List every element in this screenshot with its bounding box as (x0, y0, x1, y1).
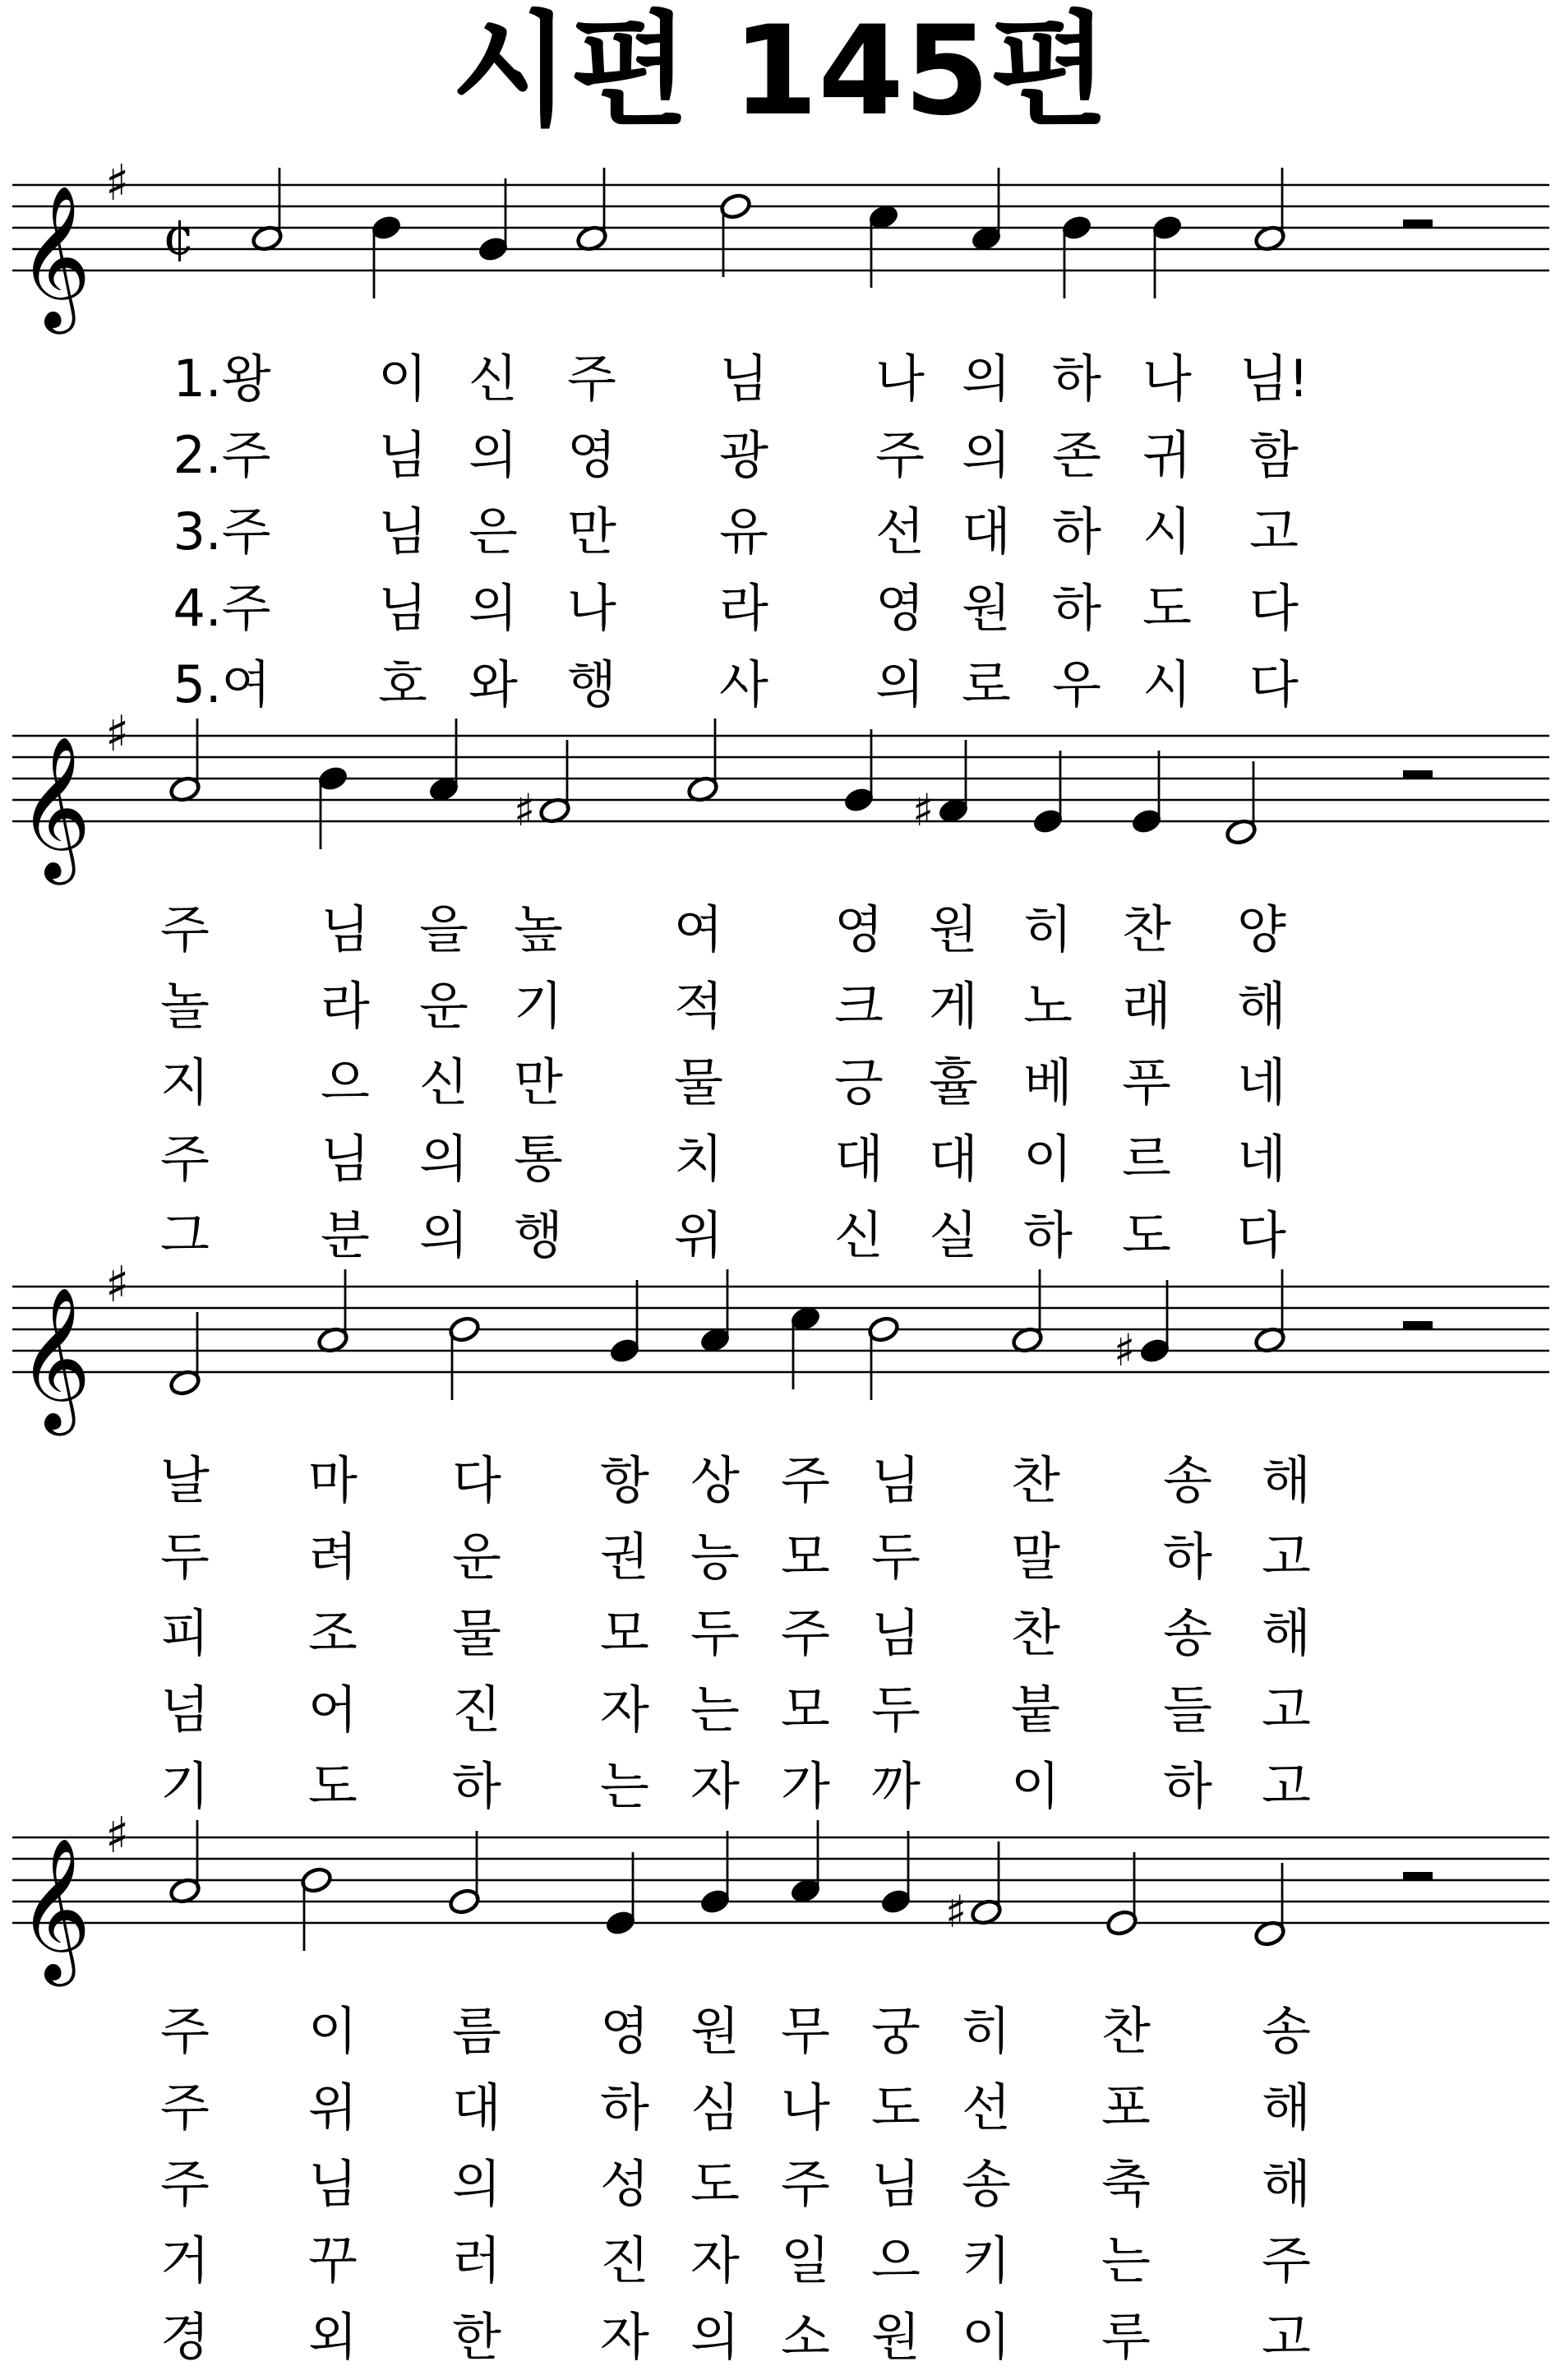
lyric-syllable: 유 (719, 501, 768, 561)
lyric-syllable: 는 (1101, 2230, 1151, 2290)
lyric-syllable: 송 (1262, 2001, 1311, 2061)
note (1130, 751, 1164, 835)
lyric-syllable: 가 (781, 1756, 830, 1816)
lyric-syllable: 1.왕 (173, 349, 271, 409)
lyric-syllable: 름 (452, 2001, 501, 2061)
lyric-syllable: 찬 (1101, 2001, 1151, 2061)
note (448, 1831, 482, 1916)
lyric-syllable: 마 (308, 1450, 358, 1510)
lyric-syllable: 기 (160, 1756, 210, 1816)
lyric-syllable: 고 (1249, 501, 1299, 561)
lyric-syllable: 말 (1011, 1527, 1060, 1587)
lyric-syllable: 는 (690, 1680, 740, 1740)
lyric-syllable: 대 (962, 501, 1011, 561)
key-signature-sharp-icon: ♯ (105, 1256, 130, 1314)
lyric-syllable: 주 (781, 2154, 830, 2214)
lyric-syllable: 의 (690, 2307, 740, 2367)
lyric-syllable: 경 (160, 2307, 210, 2367)
lyric-syllable: 게 (929, 976, 978, 1036)
lyric-syllable: 모 (600, 1603, 649, 1663)
lyric-syllable: 행 (567, 654, 616, 714)
lyric-syllable: 영 (834, 899, 884, 959)
lyric-syllable: 자 (690, 1756, 740, 1816)
note (427, 719, 461, 803)
lyric-syllable: 이 (1023, 1129, 1073, 1189)
lyric-syllable: 광 (719, 425, 768, 485)
lyric-syllable: 이 (1011, 1756, 1060, 1816)
note (1253, 168, 1287, 252)
lyric-syllable: 호 (378, 654, 427, 714)
lyric-syllable: 의 (468, 425, 518, 485)
lyric-syllable: 도 (308, 1756, 358, 1816)
lyric-syllable: 신 (468, 349, 518, 409)
lyric-syllable: 원 (690, 2001, 740, 2061)
staff-system-1 (0, 95, 1560, 366)
lyric-syllable: 하 (1052, 501, 1101, 561)
lyric-syllable: 능 (690, 1527, 740, 1587)
lyric-syllable: 의 (419, 1129, 468, 1189)
lyric-syllable: 도 (871, 2077, 921, 2137)
lyric-syllable: 위 (674, 1205, 723, 1265)
lyric-syllable: 님 (871, 1603, 921, 1663)
lyric-syllable: 송 (962, 2154, 1011, 2214)
lyric-syllable: 은 (468, 501, 518, 561)
lyric-syllable: 항 (600, 1450, 649, 1510)
lyric-syllable: 님 (719, 349, 768, 409)
lyric-syllable: 운 (452, 1527, 501, 1587)
lyric-syllable: 치 (674, 1129, 723, 1189)
note (1253, 1863, 1287, 1948)
lyric-syllable: 다 (1237, 1205, 1286, 1265)
note (316, 1269, 350, 1354)
note (1151, 214, 1184, 298)
lyric-syllable: 거 (160, 2230, 210, 2290)
lyric-syllable: 여 (674, 899, 723, 959)
lyric-syllable: 5.여 (173, 654, 271, 714)
lyric-syllable: 해 (1237, 976, 1286, 1036)
lyric-syllable: 우 (1052, 654, 1101, 714)
lyric-syllable: 물 (452, 1603, 501, 1663)
lyric-syllable: 어 (308, 1680, 358, 1740)
lyric-syllable: 휼 (929, 1052, 978, 1112)
staff-system-3 (0, 1196, 1560, 1467)
lyric-syllable: 실 (929, 1205, 978, 1265)
lyric-syllable: 이 (378, 349, 427, 409)
key-signature-sharp-icon: ♯ (105, 155, 130, 212)
lyric-syllable: 해 (1262, 1450, 1311, 1510)
lyric-syllable: 꾸 (308, 2230, 358, 2290)
staff-system-2 (0, 645, 1560, 917)
lyric-syllable: 님 (321, 899, 370, 959)
note (168, 1820, 202, 1905)
note (699, 1269, 732, 1354)
lyric-syllable: 두 (871, 1527, 921, 1587)
note (251, 168, 284, 252)
lyric-syllable: 님 (308, 2154, 358, 2214)
lyric-syllable: 영 (567, 425, 616, 485)
lyric-syllable: 두 (871, 1680, 921, 1740)
note (604, 1852, 638, 1937)
lyric-syllable: 무 (781, 2001, 830, 2061)
svg-text:♯: ♯ (1114, 1324, 1136, 1376)
note (575, 168, 609, 252)
lyric-syllable: 물 (674, 1052, 723, 1112)
lyric-syllable: 피 (160, 1603, 210, 1663)
lyric-syllable: 붙 (1011, 1680, 1060, 1740)
lyric-syllable: 고 (1262, 1756, 1311, 1816)
lyric-syllable: 찬 (1011, 1450, 1060, 1510)
note (477, 178, 510, 263)
lyric-syllable: 의 (875, 654, 925, 714)
lyric-syllable: 권 (600, 1527, 649, 1587)
lyric-syllable: 소 (781, 2307, 830, 2367)
lyric-syllable: 위 (308, 2077, 358, 2137)
lyric-syllable: 의 (962, 425, 1011, 485)
lyric-syllable: 다 (1249, 654, 1299, 714)
lyric-syllable: 려 (308, 1527, 358, 1587)
treble-clef-icon: 𝄞 (18, 185, 91, 328)
half-rest (1403, 220, 1433, 228)
lyric-syllable: 주 (1262, 2230, 1311, 2290)
note (1253, 1269, 1287, 1354)
lyric-syllable: 지 (160, 1052, 210, 1112)
lyric-syllable: 양 (1237, 899, 1286, 959)
svg-text:♯: ♯ (945, 1886, 967, 1938)
note (789, 1305, 823, 1389)
lyric-syllable: 노 (1023, 976, 1073, 1036)
lyric-syllable: 모 (781, 1527, 830, 1587)
treble-clef-icon: 𝄞 (18, 736, 91, 879)
lyric-syllable: 만 (567, 501, 616, 561)
note (316, 765, 350, 849)
lyric-syllable: 주 (781, 1603, 830, 1663)
lyric-syllable: 진 (452, 1680, 501, 1740)
lyric-syllable: 주 (567, 349, 616, 409)
lyric-syllable: 영 (600, 2001, 649, 2061)
lyric-syllable: 와 (468, 654, 518, 714)
lyric-syllable: 원 (871, 2307, 921, 2367)
lyric-syllable: 주 (160, 2077, 210, 2137)
lyric-syllable: 원 (929, 899, 978, 959)
lyric-syllable: 3.주 (173, 501, 271, 561)
lyric-syllable: 나 (1142, 349, 1192, 409)
lyric-syllable: 네 (1237, 1052, 1286, 1112)
lyric-syllable: 크 (834, 976, 884, 1036)
lyric-syllable: 고 (1262, 1527, 1311, 1587)
lyric-syllable: 하 (1023, 1205, 1073, 1265)
lyric-syllable: 러 (452, 2230, 501, 2290)
svg-text:♯: ♯ (912, 784, 935, 836)
lyric-syllable: 그 (160, 1205, 210, 1265)
lyric-syllable: 하 (1052, 578, 1101, 638)
note (370, 214, 404, 298)
treble-clef-icon: 𝄞 (18, 1837, 91, 1980)
note (1032, 751, 1065, 835)
lyric-syllable: 하 (1052, 349, 1101, 409)
lyric-syllable: 다 (1249, 578, 1299, 638)
lyric-syllable: 대 (834, 1129, 884, 1189)
lyric-syllable: 함 (1249, 425, 1299, 485)
note (867, 1315, 901, 1400)
lyric-syllable: 축 (1101, 2154, 1151, 2214)
lyric-syllable: 주 (875, 425, 925, 485)
lyric-syllable: 통 (514, 1129, 563, 1189)
lyric-syllable: 래 (1122, 976, 1171, 1036)
lyric-syllable: 찬 (1011, 1603, 1060, 1663)
lyric-syllable: 모 (781, 1680, 830, 1740)
lyric-syllable: 님 (871, 1450, 921, 1510)
note (867, 203, 901, 288)
lyric-syllable: 행 (514, 1205, 563, 1265)
lyric-syllable: 도 (1142, 578, 1192, 638)
lyric-syllable: 선 (962, 2077, 1011, 2137)
note (970, 168, 1004, 252)
lyric-syllable: 조 (308, 1603, 358, 1663)
lyric-syllable: 놀 (160, 976, 210, 1036)
note (789, 1820, 823, 1905)
lyric-syllable: 르 (1122, 1129, 1171, 1189)
lyric-syllable: 까 (871, 1756, 921, 1816)
lyric-syllable: 2.주 (173, 425, 271, 485)
lyric-syllable: 님 (378, 578, 427, 638)
lyric-syllable: 들 (1163, 1680, 1212, 1740)
lyric-syllable: 의 (452, 2154, 501, 2214)
note (1060, 214, 1094, 298)
lyric-syllable: 루 (1101, 2307, 1151, 2367)
note (1225, 761, 1258, 846)
lyric-syllable: 해 (1262, 2077, 1311, 2137)
lyric-syllable: 적 (674, 976, 723, 1036)
note (719, 192, 753, 277)
note (1114, 1280, 1171, 1376)
lyric-syllable: 시 (1142, 654, 1192, 714)
lyric-syllable: 송 (1163, 1603, 1212, 1663)
lyric-syllable: 궁 (871, 2001, 921, 2061)
lyric-syllable: 하 (600, 2077, 649, 2137)
lyric-syllable: 신 (834, 1205, 884, 1265)
lyric-syllable: 외 (308, 2307, 358, 2367)
note (686, 719, 720, 803)
svg-text:♯: ♯ (514, 784, 536, 836)
lyric-syllable: 도 (690, 2154, 740, 2214)
lyric-syllable: 님! (1239, 349, 1309, 409)
lyric-syllable: 영 (875, 578, 925, 638)
note (699, 1831, 732, 1916)
half-rest (1403, 1321, 1433, 1329)
staff-system-4 (0, 1747, 1560, 2018)
note (879, 1831, 913, 1916)
lyric-syllable: 4.주 (173, 578, 271, 638)
lyric-syllable: 기 (514, 976, 563, 1036)
lyric-syllable: 존 (1052, 425, 1101, 485)
lyric-syllable: 두 (690, 1603, 740, 1663)
lyric-syllable: 상 (690, 1450, 740, 1510)
lyric-syllable: 주 (160, 1129, 210, 1189)
lyric-syllable: 두 (160, 1527, 210, 1587)
lyric-syllable: 원 (962, 578, 1011, 638)
lyric-syllable: 진 (600, 2230, 649, 2290)
lyric-syllable: 주 (160, 2154, 210, 2214)
treble-clef-icon: 𝄞 (18, 1287, 91, 1430)
lyric-syllable: 만 (514, 1052, 563, 1112)
lyric-syllable: 나 (781, 2077, 830, 2137)
lyric-syllable: 나 (567, 578, 616, 638)
note (842, 729, 876, 814)
lyric-syllable: 나 (875, 349, 925, 409)
lyric-syllable: 키 (962, 2230, 1011, 2290)
note (168, 1312, 202, 1397)
page-title: 시편 145편 (450, 0, 1110, 143)
lyric-syllable: 주 (160, 899, 210, 959)
note (168, 719, 202, 803)
lyric-syllable: 네 (1237, 1129, 1286, 1189)
lyric-syllable: 히 (962, 2001, 1011, 2061)
half-rest (1403, 770, 1433, 779)
lyric-syllable: 대 (929, 1129, 978, 1189)
lyric-syllable: 사 (719, 654, 768, 714)
key-signature-sharp-icon: ♯ (105, 1807, 130, 1865)
lyric-syllable: 자 (600, 1680, 649, 1740)
lyric-syllable: 일 (781, 2230, 830, 2290)
lyric-syllable: 해 (1262, 2154, 1311, 2214)
cut-time-icon: ¢ (163, 206, 196, 266)
lyric-syllable: 자 (600, 2307, 649, 2367)
lyric-syllable: 라 (719, 578, 768, 638)
lyric-syllable: 님 (378, 501, 427, 561)
lyric-syllable: 운 (419, 976, 468, 1036)
lyric-syllable: 으 (871, 2230, 921, 2290)
half-rest (1403, 1872, 1433, 1880)
lyric-syllable: 로 (962, 654, 1011, 714)
note (1011, 1269, 1045, 1354)
lyric-syllable: 을 (419, 899, 468, 959)
key-signature-sharp-icon: ♯ (105, 705, 130, 763)
lyric-syllable: 송 (1163, 1450, 1212, 1510)
lyric-syllable: 님 (321, 1129, 370, 1189)
lyric-syllable: 선 (875, 501, 925, 561)
lyric-syllable: 해 (1262, 1603, 1311, 1663)
lyric-syllable: 라 (321, 976, 370, 1036)
lyric-syllable: 고 (1262, 1680, 1311, 1740)
note (448, 1315, 482, 1400)
lyric-syllable: 의 (468, 578, 518, 638)
lyric-syllable: 도 (1122, 1205, 1171, 1265)
lyric-syllable: 님 (378, 425, 427, 485)
lyric-syllable: 포 (1101, 2077, 1151, 2137)
lyric-syllable: 넘 (160, 1680, 210, 1740)
lyric-syllable: 의 (419, 1205, 468, 1265)
lyric-syllable: 다 (452, 1450, 501, 1510)
lyric-syllable: 자 (690, 2230, 740, 2290)
lyric-syllable: 주 (781, 1450, 830, 1510)
lyric-syllable: 님 (871, 2154, 921, 2214)
lyric-syllable: 귀 (1142, 425, 1192, 485)
note (1105, 1852, 1139, 1937)
lyric-syllable: 고 (1262, 2307, 1311, 2367)
lyric-syllable: 신 (419, 1052, 468, 1112)
lyric-syllable: 시 (1142, 501, 1192, 561)
lyric-syllable: 의 (962, 349, 1011, 409)
note (300, 1866, 334, 1951)
note (608, 1280, 642, 1365)
lyric-syllable: 푸 (1122, 1052, 1171, 1112)
lyric-syllable: 긍 (834, 1052, 884, 1112)
lyric-syllable: 이 (962, 2307, 1011, 2367)
lyric-syllable: 주 (160, 2001, 210, 2061)
lyric-syllable: 하 (452, 1756, 501, 1816)
lyric-syllable: 으 (321, 1052, 370, 1112)
lyric-syllable: 하 (1163, 1756, 1212, 1816)
lyric-syllable: 이 (308, 2001, 358, 2061)
lyric-syllable: 심 (690, 2077, 740, 2137)
lyric-syllable: 찬 (1122, 899, 1171, 959)
lyric-syllable: 성 (600, 2154, 649, 2214)
lyric-syllable: 하 (1163, 1527, 1212, 1587)
lyric-syllable: 는 (600, 1756, 649, 1816)
lyric-syllable: 대 (452, 2077, 501, 2137)
lyric-syllable: 한 (452, 2307, 501, 2367)
lyric-syllable: 베 (1023, 1052, 1073, 1112)
lyric-syllable: 분 (321, 1205, 370, 1265)
lyric-syllable: 히 (1023, 899, 1073, 959)
lyric-syllable: 날 (160, 1450, 210, 1510)
lyric-syllable: 높 (514, 899, 563, 959)
